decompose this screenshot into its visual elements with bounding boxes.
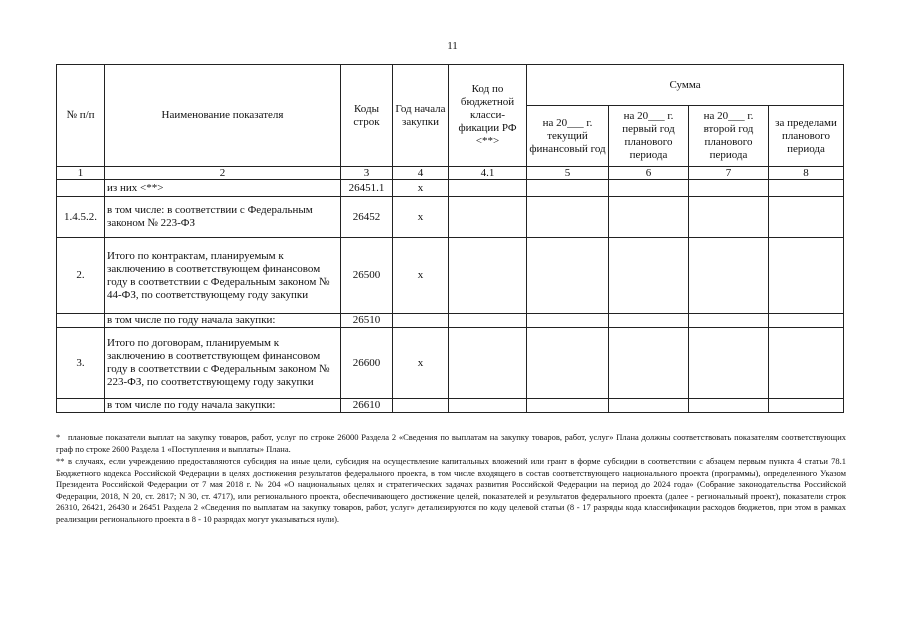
- row-num: [57, 399, 105, 413]
- page-number: 11: [447, 40, 458, 52]
- table-row: [57, 328, 844, 399]
- footnote-text: в случаях, если учреждению предоставляются субсидия на иные цели, субсидия на осуществление капитальных вложений или грант в форме субсидии в соответствии с абзацем первым пункта 4 статьи 78.1 Бюджетного кодекса Российской Федерации в целях достижения результатов федерального проекта, в том числе входящего в состав соответствующего национального проекта (программы), определенного Указом Президента Российской Федерации от 7 мая 2018 г. № 204 «О национальных целях и стратегических задачах развития Российской Федерации на период до 2024 года» (Собрание законодательства Российской Федерации, 2018, N 20, ст. 2817; N 30, ст. 4717), или регионального проекта, обеспечивающего достижение целей, показателей и результатов федерального проекта (далее - региональный проект), показатели строк 26310, 26421, 26430 и 26451 Раздела 2 «Сведения по выплатам на закупку товаров, работ, услуг» детализируются по коду целевой статьи (8 - 17 разряды кода классификации расходов бюджетов, при этом в рамках реализации регионального проекта в 8 - 10 разрядах могут указываться нули).: [56, 456, 846, 524]
- row-sum-cell: [689, 314, 769, 328]
- row-sum-cell: [527, 197, 609, 238]
- row-code: 26452: [341, 197, 393, 238]
- column-number: 3: [341, 167, 393, 180]
- row-code: 26600: [341, 328, 393, 399]
- row-num: [57, 314, 105, 328]
- header-sum-current-year: на 20___ г. текущий финансовый год: [527, 106, 609, 167]
- row-code: 26510: [341, 314, 393, 328]
- column-number: 8: [769, 167, 844, 180]
- row-budget-code: [449, 399, 527, 413]
- row-budget-code: [449, 197, 527, 238]
- footnote-mark: *: [56, 432, 61, 442]
- row-sum-cell: [769, 238, 844, 314]
- row-sum-cell: [609, 180, 689, 197]
- row-sum-cell: [527, 328, 609, 399]
- row-sum-cell: [609, 197, 689, 238]
- header-sum-first-plan-year: на 20___ г. первый год планового периода: [609, 106, 689, 167]
- footnote: [56, 432, 846, 455]
- row-sum-cell: [769, 197, 844, 238]
- row-name: в том числе по году начала закупки:: [105, 399, 341, 413]
- table-row: [57, 314, 844, 328]
- row-sum-cell: [527, 399, 609, 413]
- header-codes: Коды строк: [341, 65, 393, 167]
- row-name: Итого по контрактам, планируемым к заключению в соответствующем финансовом году в соответствии с Федеральным законом № 44-ФЗ, по соответствующему году закупки: [105, 238, 341, 314]
- row-name: в том числе: в соответствии с Федеральным законом № 223-ФЗ: [105, 197, 341, 238]
- row-sum-cell: [527, 180, 609, 197]
- header-budget-code: Код по бюджетной класси-фикации РФ <**>: [449, 65, 527, 167]
- footnotes: [56, 432, 846, 526]
- row-budget-code: [449, 314, 527, 328]
- header-num: № п/п: [57, 65, 105, 167]
- footnote-text: плановые показатели выплат на закупку товаров, работ, услуг по строке 26000 Раздела 2 «Сведения по выплатам на закупку товаров, работ, услуг» Плана должны соответствовать показателям соответствующих граф по строке 2600 Раздела 1 «Поступления и выплаты» Плана.: [56, 432, 846, 454]
- row-sum-cell: [769, 314, 844, 328]
- row-sum-cell: [609, 328, 689, 399]
- row-sum-cell: [609, 238, 689, 314]
- row-num: 1.4.5.2.: [57, 197, 105, 238]
- column-number: 1: [57, 167, 105, 180]
- row-sum-cell: [609, 399, 689, 413]
- footnote-mark: **: [56, 456, 65, 466]
- row-budget-code: [449, 328, 527, 399]
- row-num: 2.: [57, 238, 105, 314]
- row-sum-cell: [769, 328, 844, 399]
- footnote: [56, 456, 846, 525]
- row-num: 3.: [57, 328, 105, 399]
- header-year: Год начала закупки: [393, 65, 449, 167]
- row-name: в том числе по году начала закупки:: [105, 314, 341, 328]
- row-year: x: [393, 180, 449, 197]
- row-code: 26610: [341, 399, 393, 413]
- row-sum-cell: [689, 197, 769, 238]
- table-row: [57, 197, 844, 238]
- row-sum-cell: [609, 314, 689, 328]
- header-sum: Сумма: [527, 65, 844, 106]
- row-year: x: [393, 197, 449, 238]
- row-code: 26451.1: [341, 180, 393, 197]
- row-sum-cell: [769, 180, 844, 197]
- row-sum-cell: [689, 180, 769, 197]
- column-number: 4.1: [449, 167, 527, 180]
- row-sum-cell: [527, 238, 609, 314]
- row-sum-cell: [527, 314, 609, 328]
- row-budget-code: [449, 180, 527, 197]
- column-number: 7: [689, 167, 769, 180]
- row-name: Итого по договорам, планируемым к заключению в соответствующем финансовом году в соответствии с Федеральным законом № 223-ФЗ, по соответствующему году закупки: [105, 328, 341, 399]
- row-year: [393, 399, 449, 413]
- column-number: 4: [393, 167, 449, 180]
- table-row: [57, 399, 844, 413]
- row-code: 26500: [341, 238, 393, 314]
- table-row: [57, 238, 844, 314]
- row-year: x: [393, 328, 449, 399]
- column-number: 5: [527, 167, 609, 180]
- row-year: [393, 314, 449, 328]
- row-sum-cell: [689, 328, 769, 399]
- header-sum-second-plan-year: на 20___ г. второй год планового периода: [689, 106, 769, 167]
- column-number: 2: [105, 167, 341, 180]
- row-name: из них <**>: [105, 180, 341, 197]
- table-row: [57, 180, 844, 197]
- header-name: Наименование показателя: [105, 65, 341, 167]
- header-sum-beyond-plan: за пределами планового периода: [769, 106, 844, 167]
- row-sum-cell: [769, 399, 844, 413]
- column-number: 6: [609, 167, 689, 180]
- row-year: x: [393, 238, 449, 314]
- payments-table: [56, 64, 844, 413]
- row-sum-cell: [689, 238, 769, 314]
- row-sum-cell: [689, 399, 769, 413]
- column-numbers-row: [57, 167, 844, 180]
- row-num: [57, 180, 105, 197]
- row-budget-code: [449, 238, 527, 314]
